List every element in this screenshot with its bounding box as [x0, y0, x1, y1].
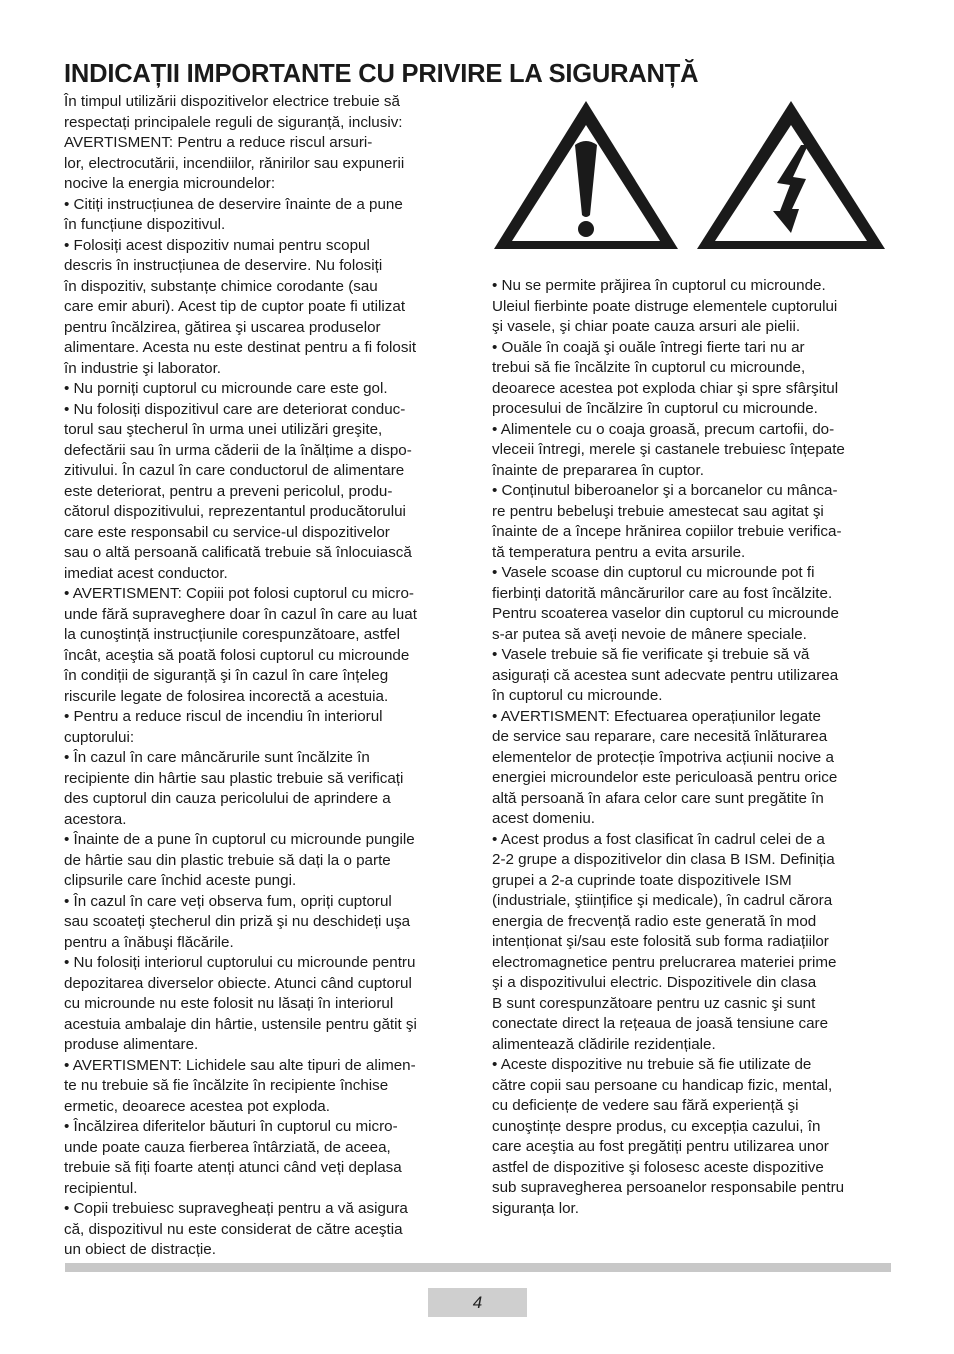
- text-line: înainte de a începe hrănirea copiilor trebuie verifica-: [492, 523, 842, 540]
- text-line: des cuptorul din cauza pericolului de aprindere a: [64, 790, 391, 807]
- text-line: în funcțiune dispozitivul.: [64, 216, 226, 233]
- text-line: acest domeniu.: [492, 810, 595, 827]
- page-number: 4: [472, 1292, 483, 1312]
- text-line: În timpul utilizării dispozitivelor electrice trebuie să: [64, 93, 400, 110]
- text-line: care aceştia au fost pregătiți pentru utilizarea unor: [492, 1138, 829, 1155]
- text-line: • Vasele trebuie să fie verificate şi trebuie să vă: [492, 646, 810, 663]
- text-line: tă temperatura pentru a evita arsurile.: [492, 543, 746, 561]
- text-line: cu microunde nu este folosit nu lăsați în interiorul: [64, 995, 394, 1012]
- text-line: înainte de prepararea în cuptor.: [492, 461, 704, 479]
- text-line: • Ouăle în coajă şi ouăle întregi fierte tari nu ar: [492, 338, 805, 356]
- text-line: asigurați că acestea sunt adecvate pentru utilizarea: [492, 666, 839, 684]
- text-line: cu deficiențe de vedere sau fără experiență şi: [492, 1097, 799, 1114]
- text-line: nocive la energia microundelor:: [64, 175, 276, 192]
- text-line: astfel de dispozitive şi folosesc aceste dispozitive: [492, 1158, 824, 1176]
- high-voltage-icon: [697, 101, 885, 249]
- text-line: la cunoştință instrucțiunile corespunzătoare, astfel: [64, 626, 401, 643]
- text-line: • Acest produs a fost clasificat în cadrul celei de a: [492, 830, 825, 848]
- text-line: vleceii întregi, merele şi castanele trebuiesc înțepate: [492, 441, 845, 458]
- text-line: clipsurile care închid aceste pungi.: [64, 872, 297, 889]
- text-line: • Nu porniți cuptorul cu microunde care este gol.: [64, 380, 388, 397]
- text-line: alimentează clădirile rezidențiale.: [492, 1035, 716, 1053]
- text-line: trebuie să fiți foarte atenți atunci când veți deplasa: [64, 1159, 402, 1176]
- text-line: • Nu folosiți interiorul cuptorului cu microunde pentru: [64, 954, 416, 971]
- text-line: cătorul dispozitivului, reprezentantul producătorului: [64, 503, 406, 520]
- text-line: un obiect de distracție.: [64, 1241, 216, 1258]
- text-line: încât, aceştia să poată folosi cuptorul cu microunde: [64, 646, 410, 664]
- text-line: Uleiul fierbinte poate distruge elementele cuptorului: [492, 297, 838, 315]
- text-line: ermetic, deoarece acestea pot exploda.: [64, 1097, 330, 1115]
- text-line: că, dispozitivul nu este considerat de către aceştia: [64, 1220, 403, 1238]
- text-line: de hârtie sau din plastic trebuie să dați la o parte: [64, 851, 391, 869]
- text-line: zitivului. În cazul în care conductorul de alimentare: [64, 462, 405, 479]
- right-column-text: [492, 276, 892, 1219]
- text-line: te nu trebuie să fie încălzite în recipiente închise: [64, 1077, 389, 1094]
- text-line: unde fără supraveghere doar în cazul în care au luat: [64, 605, 417, 623]
- text-line: • AVERTISMENT: Lichidele sau alte tipuri de alimen-: [64, 1056, 416, 1074]
- text-line: imediat acest conductor.: [64, 564, 228, 582]
- text-line: fierbinți datorită mâncărurilor care au fost încălzite.: [492, 584, 833, 602]
- text-line: deoarece acestea pot exploda chiar şi spre sfârşitul: [492, 379, 839, 397]
- text-line: • Alimentele cu o coaja groasă, precum cartofii, do-: [492, 420, 835, 438]
- warning-exclamation-icon: [494, 101, 678, 249]
- text-line: sub supravegherea persoanelor responsabile pentru: [492, 1179, 845, 1196]
- text-line: către copii sau persoane cu handicap fizic, mental,: [492, 1076, 833, 1094]
- text-line: intenționat şi/sau este folosită sub forma radiațiilor: [492, 933, 829, 950]
- text-line: • În cazul în care veți observa fum, opriți cuptorul: [64, 892, 392, 910]
- text-line: şi vasele, şi chiar poate cauza arsuri ale pielii.: [492, 318, 801, 335]
- text-line: acestora.: [64, 810, 127, 828]
- text-line: • Folosiți acest dispozitiv numai pentru scopul: [64, 236, 370, 254]
- text-line: • AVERTISMENT: Efectuarea operațiunilor legate: [492, 707, 821, 725]
- text-line: • Pentru a reduce riscul de incendiu în interiorul: [64, 708, 383, 725]
- text-line: recipiente din hârtie sau plastic trebuie să verificați: [64, 769, 404, 787]
- text-line: s-ar putea să aveți nevoie de mânere speciale.: [492, 625, 807, 643]
- text-line: defectării sau în urma căderii de la înălțime a dispo-: [64, 441, 412, 459]
- text-line: cuptorului:: [64, 728, 135, 746]
- text-line: electromagnetice pentru prelucrarea materiei prime: [492, 953, 837, 971]
- text-line: pentru încălzirea, gătirea şi uscarea produselor: [64, 318, 381, 336]
- text-line: sau scoateți ştecherul din priză şi nu deschideți uşa: [64, 913, 411, 930]
- text-line: care emir aburi). Acest tip de cuptor poate fi utilizat: [64, 298, 406, 315]
- text-line: • AVERTISMENT: Copiii pot folosi cuptorul cu micro-: [64, 585, 414, 602]
- text-line: sau o altă persoană calificată trebuie să înlocuiască: [64, 544, 412, 561]
- text-line: • Înainte de a pune în cuptorul cu microunde pungile: [64, 831, 415, 848]
- text-line: altă persoană în afara celor care sunt pregătite în: [492, 789, 824, 807]
- text-line: acestuia ambalaje din hârtie, ustensile pentru gătit şi: [64, 1015, 417, 1033]
- text-line: • Nu se permite prăjirea în cuptorul cu microunde.: [492, 277, 826, 294]
- text-line: procesului de încălzire în cuptorul cu microunde.: [492, 400, 818, 417]
- page-title: INDICAȚII IMPORTANTE CU PRIVIRE LA SIGURANȚĂ: [64, 60, 699, 88]
- text-line: în condiții de siguranță şi în cazul în care înțeleg: [64, 667, 389, 684]
- text-line: Pentru scoaterea vaselor din cuptorul cu microunde: [492, 605, 839, 622]
- page-number-box: [428, 1288, 527, 1317]
- text-line: • Conținutul biberoanelor şi a borcanelor cu mânca-: [492, 482, 838, 499]
- text-line: depozitarea diverselor obiecte. Atunci când cuptorul: [64, 974, 412, 992]
- text-line: • În cazul în care mâncărurile sunt încălzite în: [64, 749, 370, 766]
- text-line: siguranța lor.: [492, 1199, 579, 1217]
- text-line: cunoştințe despre produs, cu excepția cazului, în: [492, 1117, 821, 1135]
- text-line: recipientul.: [64, 1179, 138, 1197]
- text-line: • Încălzirea diferitelor băuturi în cuptorul cu micro-: [64, 1118, 398, 1135]
- text-line: produse alimentare.: [64, 1036, 199, 1053]
- text-line: torul sau ştecherul în urma unei utilizări greşite,: [64, 421, 383, 438]
- text-line: în cuptorul cu microunde.: [492, 687, 663, 704]
- text-line: în industrie şi laborator.: [64, 359, 222, 377]
- text-line: pentru a înăbuşi flăcările.: [64, 933, 234, 951]
- text-line: • Copii trebuiesc supravegheați pentru a vă asigura: [64, 1200, 408, 1217]
- footer-divider: [65, 1263, 891, 1272]
- text-line: riscurile legate de folosirea incorectă a acestuia.: [64, 687, 389, 705]
- text-line: alimentare. Acesta nu este destinat pentru a fi folosit: [64, 339, 417, 356]
- text-line: trebui să fie încălzite în cuptorul cu microunde,: [492, 359, 806, 376]
- text-line: B sunt corespunzătoare pentru uz casnic şi sunt: [492, 994, 816, 1012]
- text-line: care este responsabil cu service-ul dispozitivelor: [64, 523, 390, 541]
- left-column-text: [64, 92, 464, 1261]
- text-line: descris în instrucțiunea de deservire. Nu folosiți: [64, 257, 383, 274]
- text-line: şi a dispozitivului electric. Dispozitivele din clasa: [492, 974, 817, 991]
- text-line: re pentru bebeluşi trebuie amestecat sau agitat şi: [492, 502, 824, 520]
- text-line: AVERTISMENT: Pentru a reduce riscul arsuri-: [64, 134, 373, 151]
- text-line: de service sau reparare, care necesită înlăturarea: [492, 728, 828, 745]
- warning-icons: [494, 93, 888, 255]
- text-line: • Vasele scoase din cuptorul cu microunde pot fi: [492, 564, 815, 581]
- text-line: energiei microundelor este periculoasă pentru orice: [492, 769, 838, 786]
- text-line: energia de frecvență radio este generată în mod: [492, 912, 817, 930]
- text-line: în dispozitiv, substanțe chimice corodante (sau: [64, 277, 378, 295]
- text-line: elementelor de protecție împotriva acțiunii nocive a: [492, 748, 834, 766]
- text-line: respectați principalele reguli de siguranță, inclusiv:: [64, 113, 403, 131]
- text-line: (industriale, ştiințifice şi medicale), în cadrul cărora: [492, 892, 833, 909]
- text-line: • Nu folosiți dispozitivul care are deteriorat conduc-: [64, 400, 406, 418]
- text-line: este deteriorat, pentru a preveni pericolul, produ-: [64, 482, 393, 500]
- text-line: 2-2 grupe a dispozitivelor din clasa B ISM. Definiția: [492, 851, 835, 868]
- text-line: • Citiți instrucțiunea de deservire înainte de a pune: [64, 195, 403, 213]
- text-line: unde poate cauza fierberea întârziată, de aceea,: [64, 1138, 391, 1156]
- text-line: grupei a 2-a cuprinde toate dispozitivele ISM: [492, 871, 792, 889]
- text-line: lor, electrocutării, incendiilor, rănirilor sau expunerii: [64, 154, 405, 172]
- text-line: • Aceste dispozitive nu trebuie să fie utilizate de: [492, 1056, 812, 1073]
- text-line: conectate direct la rețeaua de joasă tensiune care: [492, 1015, 829, 1032]
